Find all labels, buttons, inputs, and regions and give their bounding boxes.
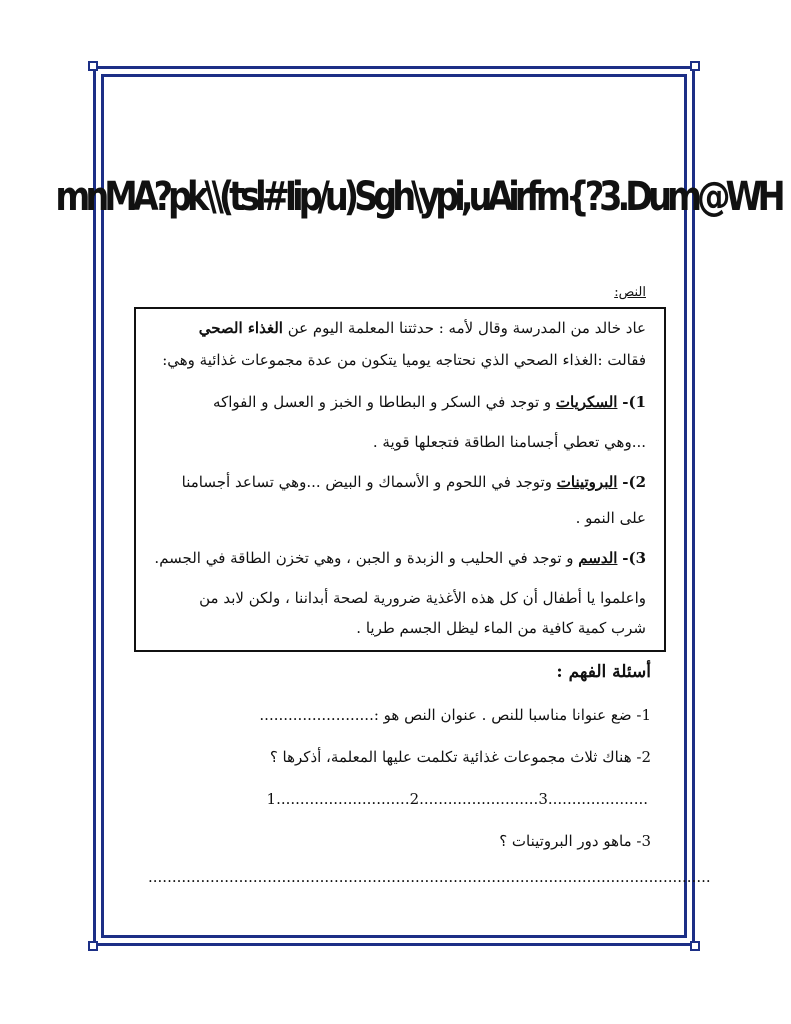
- question-2: 2- هناك ثلاث مجموعات غذائية تكلمت عليها المعلمة، أذكرها ؟: [269, 748, 651, 766]
- questions-heading: أسئلة الفهم :: [556, 662, 651, 682]
- healthy-food-term: الغذاء الصحي: [198, 319, 283, 337]
- item-2-rest: وتوجد في اللحوم و الأسماك و البيض ...وهي تساعد أجسامنا: [181, 473, 557, 491]
- item-1-number: 1)-: [622, 393, 646, 411]
- item-3-term: الدسم: [578, 549, 618, 567]
- item-3-line: [154, 549, 646, 567]
- item-2-number: 2)-: [622, 473, 646, 491]
- item-2-term: البروتينات: [556, 473, 618, 491]
- item-3-rest: و توجد في الحليب و الزبدة و الجبن ، وهي تخزن الطاقة في الجسم.: [154, 549, 579, 567]
- text-line-1-prefix: عاد خالد من المدرسة وقال لأمه : حدثتنا المعلمة اليوم عن: [282, 319, 646, 337]
- frame-corner-bottom-right: [690, 941, 700, 951]
- question-2-answer-dots: 1............................2.........................3.....................: [266, 790, 648, 808]
- frame-corner-top-left: [88, 61, 98, 71]
- frame-corner-bottom-left: [88, 941, 98, 951]
- item-1-continuation: ...وهي تعطي أجسامنا الطاقة فتجعلها قوية .: [372, 433, 646, 451]
- closing-line-1: واعلموا يا أطفال أن كل هذه الأغذية ضرورية لصحة أبداننا ، ولكن لابد من: [199, 589, 646, 607]
- garbled-title: mnMA?pk\\(tsl#Iip/u)Sgh\ypi,uAirfm{?3.Dum@WH: [55, 174, 781, 220]
- closing-line-2: شرب كمية كافية من الماء ليظل الجسم طريا .: [356, 619, 646, 637]
- question-3-answer-dots: ......................................................................................................................: [148, 868, 711, 886]
- text-box: [134, 307, 666, 652]
- item-1-term: السكريات: [555, 393, 618, 411]
- item-3-number: 3)-: [622, 549, 646, 567]
- item-2-continuation: على النمو .: [575, 509, 646, 527]
- text-heading: النص:: [614, 285, 646, 300]
- item-1-line: [213, 393, 646, 411]
- text-line-1: [199, 319, 646, 337]
- item-2-line: [182, 473, 646, 491]
- text-line-2: فقالت :الغذاء الصحي الذي نحتاجه يوميا يتكون من عدة مجموعات غذائية وهي:: [162, 351, 646, 369]
- question-1: 1- ضع عنوانا مناسبا للنص . عنوان النص هو :........................: [259, 706, 651, 724]
- item-1-rest: و توجد في السكر و البطاطا و الخبز و العسل و الفواكه: [213, 393, 556, 411]
- frame-corner-top-right: [690, 61, 700, 71]
- question-3: 3- ماهو دور البروتينات ؟: [499, 832, 651, 850]
